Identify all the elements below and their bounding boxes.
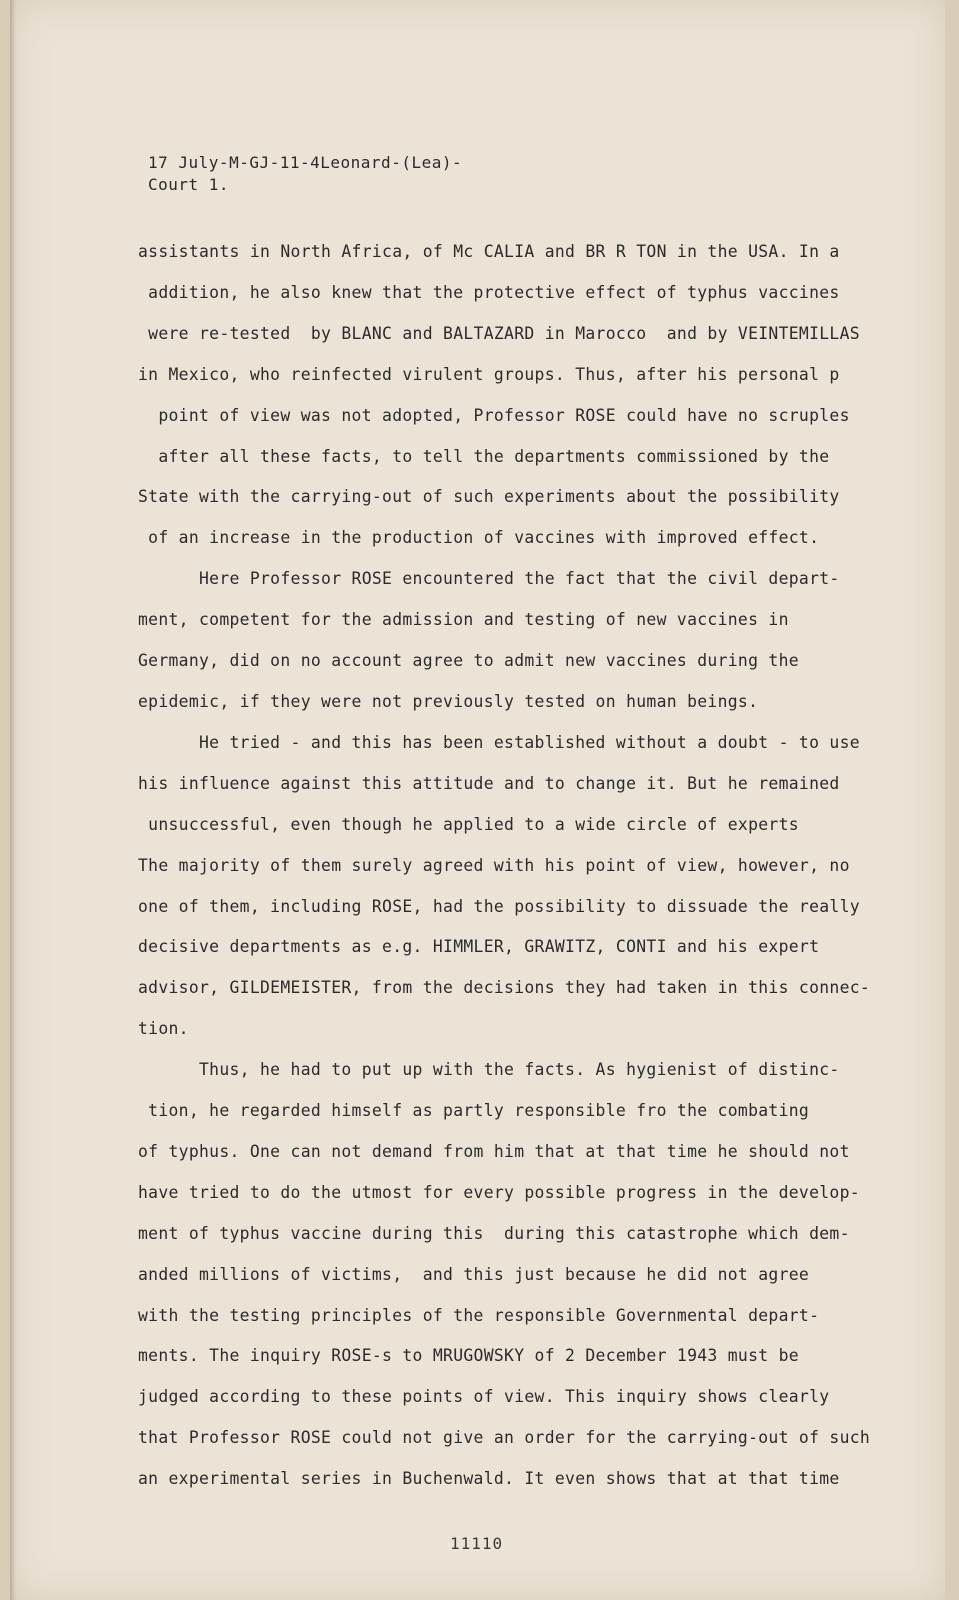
- text-line: Thus, he had to put up with the facts. As hygienist of distinc-: [138, 1060, 840, 1080]
- text-line: one of them, including ROSE, had the possibility to dissuade the really: [138, 896, 860, 916]
- header-line-2: Court 1.: [148, 175, 230, 194]
- text-line: of an increase in the production of vaccines with improved effect.: [138, 528, 820, 548]
- text-line: unsuccessful, even though he applied to a wide circle of experts: [138, 814, 799, 834]
- text-line: ments. The inquiry ROSE-s to MRUGOWSKY of 2 December 1943 must be: [138, 1346, 799, 1366]
- text-line: He tried - and this has been established without a doubt - to use: [138, 732, 860, 752]
- header-line-1: 17 July-M-GJ-11-4Leonard-(Lea)-: [148, 153, 463, 172]
- text-line: have tried to do the utmost for every possible progress in the develop-: [138, 1182, 860, 1202]
- text-line: that Professor ROSE could not give an order for the carrying-out of such: [138, 1428, 871, 1448]
- text-line: an experimental series in Buchenwald. It even shows that at that time: [138, 1469, 840, 1489]
- text-line: tion.: [138, 1019, 189, 1039]
- text-line: of typhus. One can not demand from him that at that time he should not: [138, 1141, 850, 1161]
- text-line: advisor, GILDEMEISTER, from the decisions they had taken in this connec-: [138, 978, 871, 998]
- text-line: with the testing principles of the responsible Governmental depart-: [138, 1305, 820, 1325]
- text-line: The majority of them surely agreed with his point of view, however, no: [138, 855, 850, 875]
- text-line: his influence against this attitude and to change it. But he remained: [138, 773, 840, 793]
- text-line: ment of typhus vaccine during this during this catastrophe which dem-: [138, 1223, 850, 1243]
- text-line: addition, he also knew that the protective effect of typhus vaccines: [138, 282, 840, 302]
- document-page: [10, 0, 945, 1600]
- page-number: 11110: [450, 1534, 504, 1553]
- text-line: in Mexico, who reinfected virulent groups. Thus, after his personal p: [138, 364, 840, 384]
- text-line: judged according to these points of view. This inquiry shows clearly: [138, 1387, 830, 1407]
- text-line: after all these facts, to tell the departments commissioned by the: [138, 446, 830, 466]
- text-line: Germany, did on no account agree to admit new vaccines during the: [138, 651, 799, 671]
- text-line: decisive departments as e.g. HIMMLER, GRAWITZ, CONTI and his expert: [138, 937, 820, 957]
- text-line: tion, he regarded himself as partly responsible fro the combating: [138, 1101, 810, 1121]
- text-line: State with the carrying-out of such experiments about the possibility: [138, 487, 840, 507]
- text-line: were re-tested by BLANC and BALTAZARD in Marocco and by VEINTEMILLAS: [138, 323, 860, 343]
- body-text: [138, 232, 878, 1500]
- text-line: anded millions of victims, and this just because he did not agree: [138, 1264, 810, 1284]
- text-line: Here Professor ROSE encountered the fact that the civil depart-: [138, 569, 840, 589]
- text-line: point of view was not adopted, Professor ROSE could have no scruples: [138, 405, 850, 425]
- document-header: [148, 152, 462, 196]
- text-line: ment, competent for the admission and testing of new vaccines in: [138, 610, 789, 630]
- text-line: assistants in North Africa, of Mc CALIA and BR R TON in the USA. In a: [138, 242, 840, 261]
- text-line: epidemic, if they were not previously tested on human beings.: [138, 691, 759, 711]
